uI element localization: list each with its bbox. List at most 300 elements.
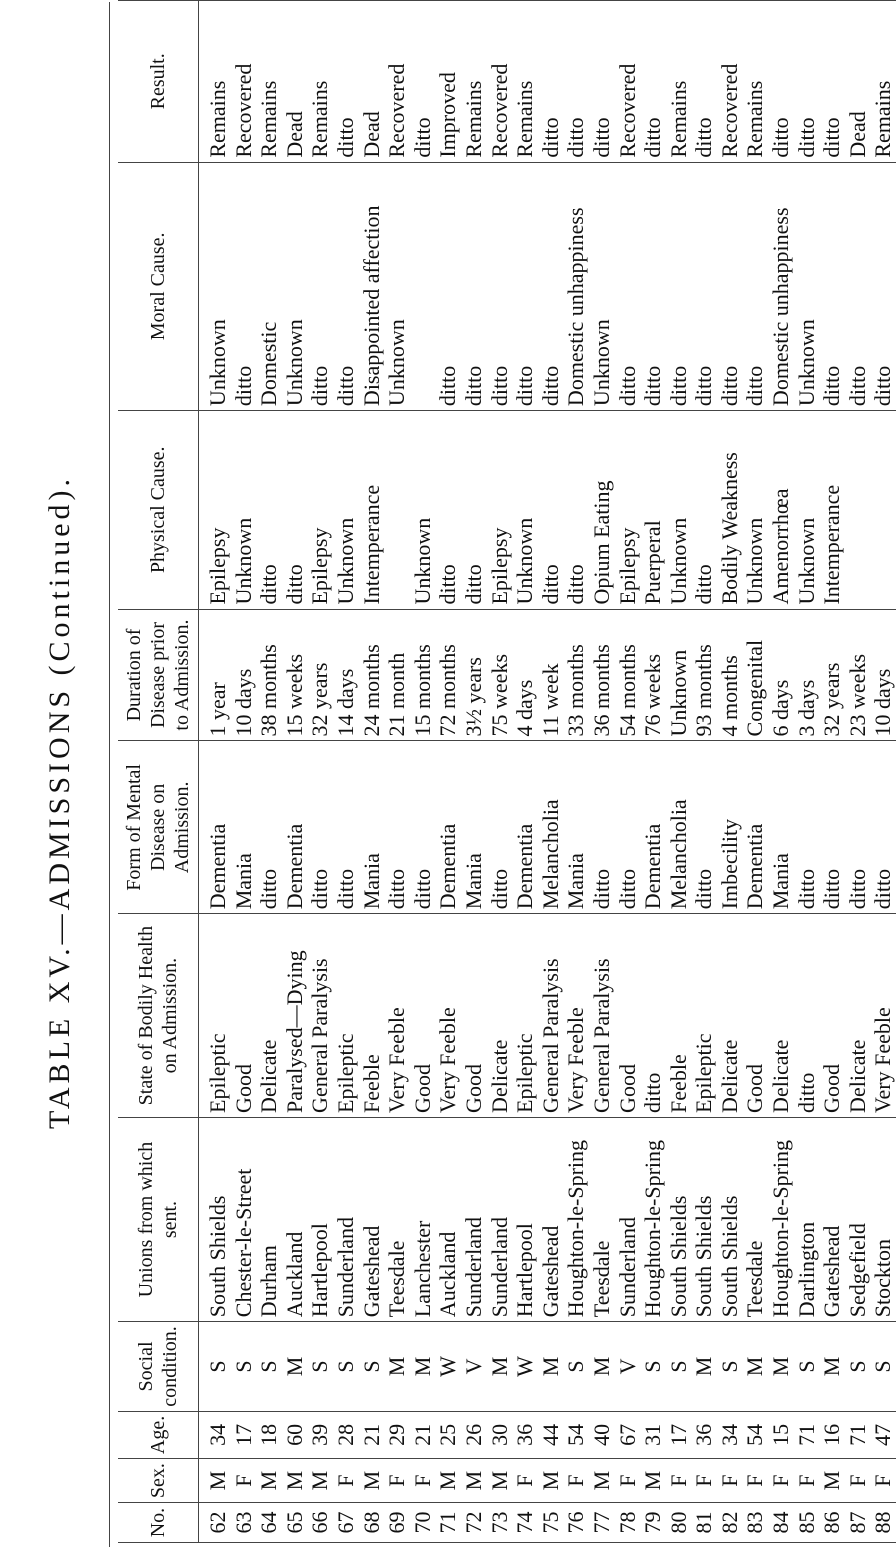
cell-age: 31 (640, 1411, 666, 1458)
cell-result: Recovered (487, 1, 513, 163)
cell-bodily-health: Very Feeble (870, 914, 896, 1118)
cell-social-condition: S (199, 1322, 231, 1412)
cell-social-condition: M (410, 1322, 436, 1412)
table-row (282, 1, 308, 1543)
cell-moral-cause: ditto (819, 162, 845, 410)
cell-physical-cause: ditto (563, 411, 589, 609)
cell-no: 80 (666, 1503, 692, 1543)
cell-social-condition: S (717, 1322, 743, 1412)
cell-union: Durham (256, 1117, 282, 1321)
cell-social-condition: S (256, 1322, 282, 1412)
cell-age: 71 (794, 1411, 820, 1458)
cell-duration: 33 months (563, 609, 589, 741)
cell-result: Remains (461, 1, 487, 163)
cell-age: 17 (666, 1411, 692, 1458)
cell-sex: F (666, 1459, 692, 1503)
cell-age: 34 (717, 1411, 743, 1458)
cell-physical-cause: Epilepsy (615, 411, 641, 609)
cell-result: Dead (282, 1, 308, 163)
cell-social-condition: V (461, 1322, 487, 1412)
cell-moral-cause: ditto (435, 162, 461, 410)
col-header-union: Unions from which sent. (118, 1117, 199, 1321)
cell-sex: F (691, 1459, 717, 1503)
cell-age: 54 (742, 1411, 768, 1458)
cell-bodily-health: Very Feeble (435, 914, 461, 1118)
cell-no: 79 (640, 1503, 666, 1543)
cell-bodily-health: ditto (794, 914, 820, 1118)
table-row (717, 1, 743, 1543)
table-row (512, 1, 538, 1543)
cell-mental-disease: Dementia (640, 741, 666, 914)
cell-sex: F (717, 1459, 743, 1503)
cell-age: 25 (435, 1411, 461, 1458)
cell-physical-cause: Unknown (794, 411, 820, 609)
cell-moral-cause: Domestic unhappiness (563, 162, 589, 410)
cell-no: 72 (461, 1503, 487, 1543)
cell-result: Recovered (615, 1, 641, 163)
cell-no: 78 (615, 1503, 641, 1543)
cell-no: 67 (333, 1503, 359, 1543)
cell-moral-cause: ditto (307, 162, 333, 410)
cell-bodily-health: Feeble (359, 914, 385, 1118)
cell-sex: F (794, 1459, 820, 1503)
cell-duration: 36 months (589, 609, 615, 741)
cell-result: ditto (819, 1, 845, 163)
cell-no: 76 (563, 1503, 589, 1543)
cell-bodily-health: Very Feeble (384, 914, 410, 1118)
cell-social-condition: V (615, 1322, 641, 1412)
cell-no: 71 (435, 1503, 461, 1543)
table-row (768, 1, 794, 1543)
cell-sex: M (589, 1459, 615, 1503)
col-header-social-condition: Social condition. (118, 1322, 199, 1412)
cell-age: 36 (691, 1411, 717, 1458)
cell-age: 60 (282, 1411, 308, 1458)
cell-mental-disease: Dementia (199, 741, 231, 914)
cell-moral-cause: Unknown (282, 162, 308, 410)
table-row (487, 1, 513, 1543)
cell-no: 69 (384, 1503, 410, 1543)
cell-result: ditto (794, 1, 820, 163)
cell-age: 44 (538, 1411, 564, 1458)
cell-moral-cause: Unknown (384, 162, 410, 410)
cell-age: 15 (768, 1411, 794, 1458)
cell-duration: 54 months (615, 609, 641, 741)
cell-result: Remains (742, 1, 768, 163)
cell-mental-disease: Melancholia (538, 741, 564, 914)
cell-social-condition: S (640, 1322, 666, 1412)
cell-bodily-health: General Paralysis (538, 914, 564, 1118)
cell-result: Remains (307, 1, 333, 163)
cell-duration: 1 year (199, 609, 231, 741)
cell-mental-disease: Dementia (282, 741, 308, 914)
admissions-table (118, 0, 896, 1543)
cell-sex: M (307, 1459, 333, 1503)
cell-sex: F (615, 1459, 641, 1503)
cell-union: Gateshead (819, 1117, 845, 1321)
cell-duration: Unknown (666, 609, 692, 741)
cell-duration: 6 days (768, 609, 794, 741)
cell-social-condition: M (589, 1322, 615, 1412)
cell-age: 29 (384, 1411, 410, 1458)
cell-social-condition: S (845, 1322, 871, 1412)
cell-duration: 75 weeks (487, 609, 513, 741)
cell-moral-cause: Unknown (199, 162, 231, 410)
col-header-duration: Duration of Disease prior to Admission. (118, 609, 199, 741)
cell-union: Teesdale (384, 1117, 410, 1321)
table-row (410, 1, 436, 1543)
cell-moral-cause: ditto (691, 162, 717, 410)
cell-mental-disease: Imbecility (717, 741, 743, 914)
cell-duration: 15 months (410, 609, 436, 741)
col-header-bodily-health: State of Bodily Health on Admission. (118, 914, 199, 1118)
table-row (691, 1, 717, 1543)
cell-moral-cause: ditto (640, 162, 666, 410)
cell-bodily-health: Epileptic (512, 914, 538, 1118)
cell-duration: 32 years (819, 609, 845, 741)
cell-mental-disease: ditto (384, 741, 410, 914)
cell-union: Sunderland (461, 1117, 487, 1321)
cell-physical-cause: Unknown (666, 411, 692, 609)
cell-duration: 38 months (256, 609, 282, 741)
cell-bodily-health: Delicate (487, 914, 513, 1118)
cell-mental-disease: ditto (870, 741, 896, 914)
cell-result: ditto (768, 1, 794, 163)
cell-bodily-health: ditto (640, 914, 666, 1118)
cell-social-condition: S (231, 1322, 257, 1412)
col-header-moral-cause: Moral Cause. (118, 162, 199, 410)
cell-age: 18 (256, 1411, 282, 1458)
cell-age: 16 (819, 1411, 845, 1458)
cell-no: 75 (538, 1503, 564, 1543)
cell-physical-cause: Unknown (231, 411, 257, 609)
col-header-result: Result. (118, 1, 199, 163)
cell-social-condition: M (742, 1322, 768, 1412)
cell-physical-cause: Intemperance (819, 411, 845, 609)
table-row (563, 1, 589, 1543)
cell-sex: F (870, 1459, 896, 1503)
cell-result: ditto (589, 1, 615, 163)
cell-social-condition: W (512, 1322, 538, 1412)
cell-union: Teesdale (742, 1117, 768, 1321)
cell-result: Dead (359, 1, 385, 163)
cell-duration: 93 months (691, 609, 717, 741)
cell-duration: 15 weeks (282, 609, 308, 741)
cell-result: Remains (256, 1, 282, 163)
cell-sex: M (461, 1459, 487, 1503)
cell-moral-cause: ditto (615, 162, 641, 410)
cell-social-condition: S (359, 1322, 385, 1412)
cell-sex: M (640, 1459, 666, 1503)
cell-moral-cause: ditto (461, 162, 487, 410)
cell-physical-cause (384, 411, 410, 609)
cell-bodily-health: Delicate (717, 914, 743, 1118)
table-row (819, 1, 845, 1543)
cell-physical-cause: Puerperal (640, 411, 666, 609)
cell-bodily-health: Paralysed—Dying (282, 914, 308, 1118)
table-row (461, 1, 487, 1543)
cell-age: 28 (333, 1411, 359, 1458)
cell-union: Auckland (435, 1117, 461, 1321)
cell-union: South Shields (691, 1117, 717, 1321)
cell-sex: M (199, 1459, 231, 1503)
cell-result: ditto (538, 1, 564, 163)
cell-moral-cause: ditto (870, 162, 896, 410)
cell-sex: F (512, 1459, 538, 1503)
table-row (845, 1, 871, 1543)
cell-mental-disease: Mania (231, 741, 257, 914)
cell-sex: F (384, 1459, 410, 1503)
cell-result: Recovered (384, 1, 410, 163)
cell-age: 54 (563, 1411, 589, 1458)
cell-physical-cause: ditto (282, 411, 308, 609)
cell-union: Chester-le-Street (231, 1117, 257, 1321)
cell-no: 66 (307, 1503, 333, 1543)
cell-moral-cause: ditto (333, 162, 359, 410)
cell-no: 65 (282, 1503, 308, 1543)
cell-mental-disease: ditto (487, 741, 513, 914)
table-row (231, 1, 257, 1543)
cell-bodily-health: Good (742, 914, 768, 1118)
cell-result: ditto (333, 1, 359, 163)
table-row (199, 1, 231, 1543)
cell-duration: 23 weeks (845, 609, 871, 741)
col-header-mental-disease: Form of Mental Disease on Admission. (118, 741, 199, 914)
cell-duration: 76 weeks (640, 609, 666, 741)
cell-no: 88 (870, 1503, 896, 1543)
cell-social-condition: M (768, 1322, 794, 1412)
cell-sex: M (256, 1459, 282, 1503)
cell-no: 85 (794, 1503, 820, 1543)
cell-social-condition: M (819, 1322, 845, 1412)
cell-bodily-health: Good (615, 914, 641, 1118)
cell-sex: M (282, 1459, 308, 1503)
cell-physical-cause: Unknown (512, 411, 538, 609)
cell-result: Remains (666, 1, 692, 163)
cell-mental-disease: Mania (768, 741, 794, 914)
cell-mental-disease: ditto (256, 741, 282, 914)
cell-social-condition: S (794, 1322, 820, 1412)
cell-no: 70 (410, 1503, 436, 1543)
cell-sex: M (435, 1459, 461, 1503)
cell-physical-cause (845, 411, 871, 609)
cell-union: Gateshead (359, 1117, 385, 1321)
cell-sex: F (410, 1459, 436, 1503)
cell-mental-disease: ditto (845, 741, 871, 914)
cell-result: ditto (640, 1, 666, 163)
cell-physical-cause: Epilepsy (307, 411, 333, 609)
cell-physical-cause (870, 411, 896, 609)
cell-result: ditto (691, 1, 717, 163)
table-row (742, 1, 768, 1543)
cell-no: 68 (359, 1503, 385, 1543)
page-title: TABLE XV.—ADMISSIONS (Continued). (43, 474, 76, 1130)
cell-mental-disease: ditto (589, 741, 615, 914)
cell-physical-cause: Unknown (410, 411, 436, 609)
cell-sex: F (333, 1459, 359, 1503)
cell-union: Houghton-le-Spring (640, 1117, 666, 1321)
cell-duration: 10 days (870, 609, 896, 741)
cell-bodily-health: Delicate (256, 914, 282, 1118)
cell-result: Remains (870, 1, 896, 163)
cell-duration: 4 months (717, 609, 743, 741)
cell-social-condition: W (435, 1322, 461, 1412)
cell-social-condition: S (563, 1322, 589, 1412)
cell-result: Dead (845, 1, 871, 163)
cell-social-condition: S (333, 1322, 359, 1412)
cell-duration: 10 days (231, 609, 257, 741)
cell-union: South Shields (717, 1117, 743, 1321)
cell-result: ditto (563, 1, 589, 163)
cell-union: Teesdale (589, 1117, 615, 1321)
cell-result: Improved (435, 1, 461, 163)
cell-moral-cause: ditto (717, 162, 743, 410)
cell-age: 21 (410, 1411, 436, 1458)
cell-bodily-health: Delicate (768, 914, 794, 1118)
cell-bodily-health: Good (819, 914, 845, 1118)
cell-age: 47 (870, 1411, 896, 1458)
cell-moral-cause: Unknown (589, 162, 615, 410)
cell-mental-disease: Mania (563, 741, 589, 914)
table-row (640, 1, 666, 1543)
cell-no: 64 (256, 1503, 282, 1543)
cell-moral-cause: ditto (487, 162, 513, 410)
cell-physical-cause: Bodily Weakness (717, 411, 743, 609)
cell-union: Auckland (282, 1117, 308, 1321)
cell-age: 21 (359, 1411, 385, 1458)
cell-duration: 14 days (333, 609, 359, 741)
cell-mental-disease: ditto (819, 741, 845, 914)
table-row (870, 1, 896, 1543)
cell-duration: 3 days (794, 609, 820, 741)
cell-union: Houghton-le-Spring (563, 1117, 589, 1321)
cell-moral-cause (410, 162, 436, 410)
cell-union: Hartlepool (512, 1117, 538, 1321)
cell-union: South Shields (199, 1117, 231, 1321)
cell-mental-disease: Dementia (512, 741, 538, 914)
cell-physical-cause: Opium Eating (589, 411, 615, 609)
cell-mental-disease: ditto (691, 741, 717, 914)
cell-age: 34 (199, 1411, 231, 1458)
col-header-no: No. (118, 1503, 199, 1543)
cell-union: South Shields (666, 1117, 692, 1321)
cell-union: Sunderland (615, 1117, 641, 1321)
cell-moral-cause: Domestic unhappiness (768, 162, 794, 410)
cell-duration: 4 days (512, 609, 538, 741)
cell-bodily-health: Good (461, 914, 487, 1118)
cell-bodily-health: Epileptic (691, 914, 717, 1118)
cell-moral-cause: Unknown (794, 162, 820, 410)
cell-bodily-health: General Paralysis (589, 914, 615, 1118)
table-row (333, 1, 359, 1543)
cell-social-condition: S (666, 1322, 692, 1412)
cell-bodily-health: General Paralysis (307, 914, 333, 1118)
cell-sex: M (487, 1459, 513, 1503)
cell-sex: F (742, 1459, 768, 1503)
cell-no: 73 (487, 1503, 513, 1543)
header-row (118, 1, 199, 1543)
cell-bodily-health: Epileptic (199, 914, 231, 1118)
cell-union: Sunderland (487, 1117, 513, 1321)
cell-moral-cause: Disappointed affection (359, 162, 385, 410)
cell-sex: M (359, 1459, 385, 1503)
cell-physical-cause: Unknown (742, 411, 768, 609)
cell-mental-disease: Mania (461, 741, 487, 914)
cell-mental-disease: ditto (615, 741, 641, 914)
table-row (256, 1, 282, 1543)
cell-no: 86 (819, 1503, 845, 1543)
col-header-physical-cause: Physical Cause. (118, 411, 199, 609)
cell-age: 39 (307, 1411, 333, 1458)
cell-sex: M (819, 1459, 845, 1503)
cell-physical-cause: Intemperance (359, 411, 385, 609)
cell-mental-disease: ditto (794, 741, 820, 914)
cell-social-condition: M (282, 1322, 308, 1412)
cell-moral-cause: ditto (512, 162, 538, 410)
cell-sex: M (538, 1459, 564, 1503)
cell-duration: 11 week (538, 609, 564, 741)
table-row (538, 1, 564, 1543)
cell-no: 83 (742, 1503, 768, 1543)
cell-age: 30 (487, 1411, 513, 1458)
cell-mental-disease: ditto (307, 741, 333, 914)
cell-mental-disease: Melancholia (666, 741, 692, 914)
cell-sex: F (768, 1459, 794, 1503)
table-frame-line (109, 2, 110, 1547)
cell-result: Recovered (231, 1, 257, 163)
cell-union: Sunderland (333, 1117, 359, 1321)
cell-union: Hartlepool (307, 1117, 333, 1321)
cell-moral-cause: Domestic (256, 162, 282, 410)
cell-sex: F (231, 1459, 257, 1503)
table-row (589, 1, 615, 1543)
cell-physical-cause: Epilepsy (199, 411, 231, 609)
cell-moral-cause: ditto (742, 162, 768, 410)
table-row (666, 1, 692, 1543)
cell-bodily-health: Epileptic (333, 914, 359, 1118)
cell-union: Stockton (870, 1117, 896, 1321)
cell-duration: Congenital (742, 609, 768, 741)
cell-mental-disease: Mania (359, 741, 385, 914)
table-row (435, 1, 461, 1543)
cell-physical-cause: ditto (461, 411, 487, 609)
cell-bodily-health: Good (410, 914, 436, 1118)
table-row (615, 1, 641, 1543)
table-row (794, 1, 820, 1543)
cell-bodily-health: Very Feeble (563, 914, 589, 1118)
cell-mental-disease: ditto (333, 741, 359, 914)
table-row (307, 1, 333, 1543)
col-header-age: Age. (118, 1411, 199, 1458)
cell-no: 74 (512, 1503, 538, 1543)
cell-moral-cause: ditto (845, 162, 871, 410)
cell-result: ditto (410, 1, 436, 163)
cell-age: 26 (461, 1411, 487, 1458)
cell-no: 84 (768, 1503, 794, 1543)
cell-result: Remains (512, 1, 538, 163)
cell-no: 87 (845, 1503, 871, 1543)
cell-no: 63 (231, 1503, 257, 1543)
cell-age: 40 (589, 1411, 615, 1458)
cell-physical-cause: ditto (256, 411, 282, 609)
cell-no: 62 (199, 1503, 231, 1543)
cell-result: Recovered (717, 1, 743, 163)
table-row (384, 1, 410, 1543)
cell-duration: 24 months (359, 609, 385, 741)
cell-physical-cause: Amenorrhœa (768, 411, 794, 609)
cell-social-condition: M (384, 1322, 410, 1412)
cell-physical-cause: ditto (435, 411, 461, 609)
